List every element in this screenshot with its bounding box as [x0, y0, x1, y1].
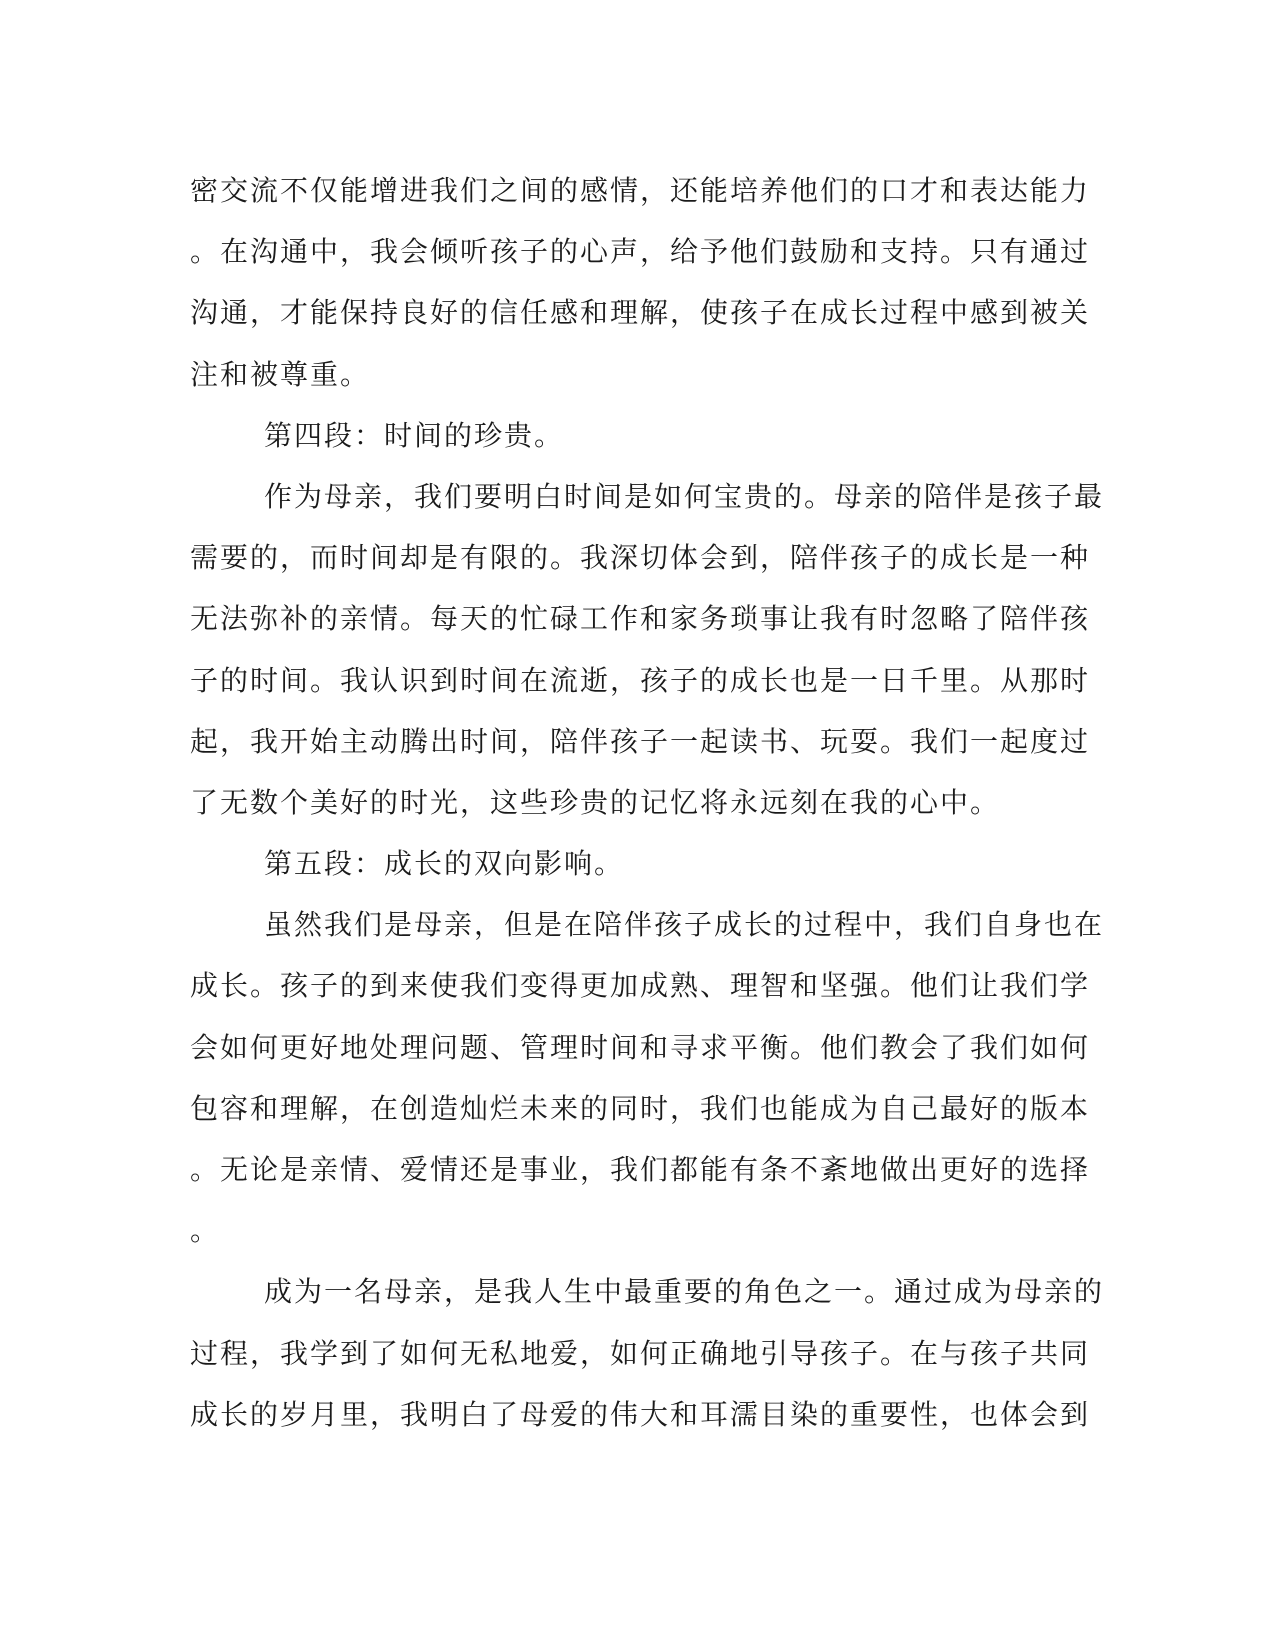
text-line: 起，我开始主动腾出时间，陪伴孩子一起读书、玩耍。我们一起度过	[190, 724, 1091, 758]
text-line: 第五段：成长的双向影响。	[264, 847, 625, 881]
text-line: 成长。孩子的到来使我们变得更加成熟、理智和坚强。他们让我们学	[190, 969, 1091, 1003]
text-line: 密交流不仅能增进我们之间的感情，还能培养他们的口才和表达能力	[190, 174, 1091, 207]
text-line: 作为母亲，我们要明白时间是如何宝贵的。母亲的陪伴是孩子最	[264, 479, 1105, 513]
text-line: 子的时间。我认识到时间在流逝，孩子的成长也是一日千里。从那时	[190, 663, 1091, 697]
text-line: 过程，我学到了如何无私地爱，如何正确地引导孩子。在与孩子共同	[190, 1336, 1091, 1370]
text-line: 了无数个美好的时光，这些珍贵的记忆将永远刻在我的心中。	[190, 785, 1001, 819]
text-line: 无法弥补的亲情。每天的忙碌工作和家务琐事让我有时忽略了陪伴孩	[190, 602, 1091, 636]
text-line: 成为一名母亲，是我人生中最重要的角色之一。通过成为母亲的	[264, 1275, 1105, 1309]
text-line: 需要的，而时间却是有限的。我深切体会到，陪伴孩子的成长是一种	[190, 541, 1091, 575]
text-line: 。无论是亲情、爱情还是事业，我们都能有条不紊地做出更好的选择	[190, 1153, 1091, 1186]
text-line: 。在沟通中，我会倾听孩子的心声，给予他们鼓励和支持。只有通过	[190, 235, 1091, 269]
text-line: 包容和理解，在创造灿烂未来的同时，我们也能成为自己最好的版本	[190, 1091, 1091, 1125]
body-text	[190, 160, 1105, 1445]
text-line: 虽然我们是母亲，但是在陪伴孩子成长的过程中，我们自身也在	[264, 908, 1105, 942]
text-line: 第四段：时间的珍贵。	[264, 418, 565, 452]
text-line: 会如何更好地处理问题、管理时间和寻求平衡。他们教会了我们如何	[190, 1030, 1091, 1064]
text-line: 沟通，才能保持良好的信任感和理解，使孩子在成长过程中感到被关	[190, 296, 1091, 330]
text-line: 注和被尊重。	[190, 357, 371, 391]
text-line: 成长的岁月里，我明白了母爱的伟大和耳濡目染的重要性，也体会到	[190, 1397, 1091, 1431]
text-line: 。	[190, 1214, 221, 1248]
